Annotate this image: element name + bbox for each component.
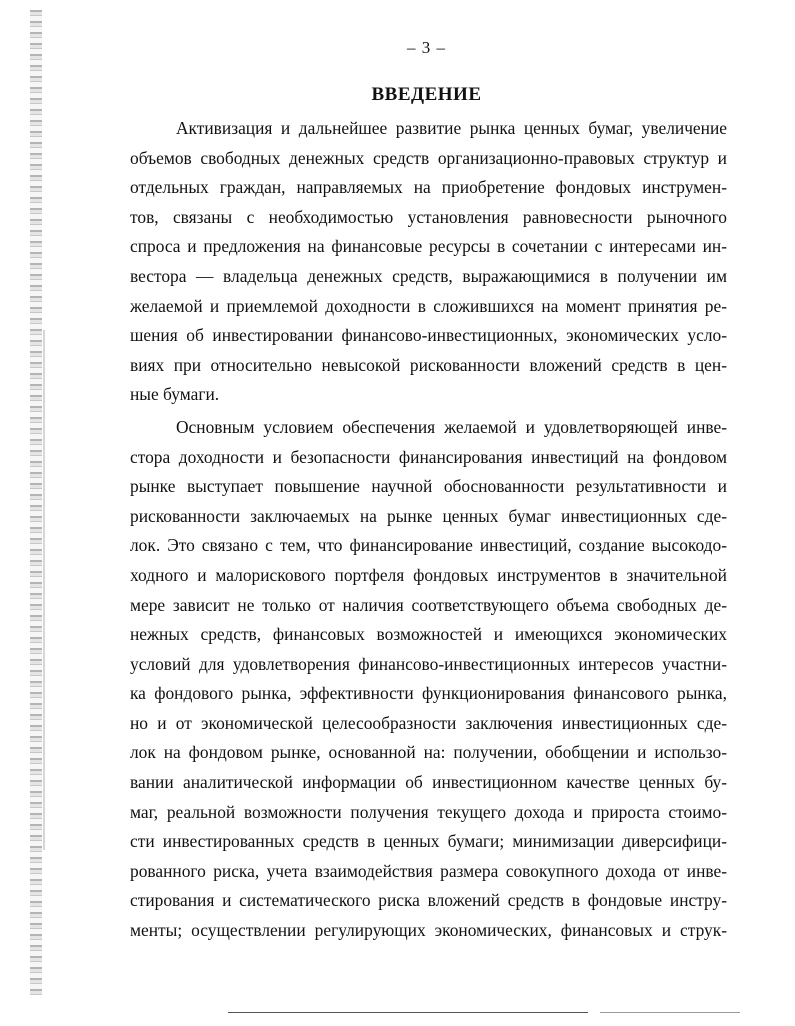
scan-edge-line	[43, 330, 45, 850]
paragraph-2-line: лок на фондовом рынке, основанной на: получении, обобщении и использо-	[130, 742, 727, 763]
paragraph-1-line: тов, связаны с необходимостью установления равновесности рыночного	[130, 206, 727, 227]
paragraph-1-line: ные бумаги.	[130, 384, 220, 405]
paragraph-1-line: виях при относительно невысокой рискованности вложений средств в цен-	[130, 354, 727, 375]
paragraph-1-line: Активизация и дальнейшее развитие рынка ценных бумаг, увеличение	[176, 118, 727, 138]
paragraph-1-line: желаемой и приемлемой доходности в сложившихся на момент принятия ре-	[130, 295, 727, 316]
paragraph-2-line: рынке выступает повышение научной обоснованности результативности и	[130, 476, 727, 497]
paragraph-1-line: шения об инвестировании финансово-инвестиционных, экономических усло-	[130, 325, 727, 346]
paragraph-2-line: ка фондового рынка, эффективности функционирования финансового рынка,	[130, 683, 727, 704]
paragraph-2-line: маг, реальной возможности получения текущего дохода и прироста стоимо-	[130, 801, 727, 822]
paragraph-2-line: ходного и малорискового портфеля фондовых инструментов в значительной	[130, 564, 727, 585]
page-title: ВВЕДЕНИЕ	[371, 84, 482, 105]
paragraph-2-line: мере зависит не только от наличия соответствующего объема свободных де-	[130, 594, 727, 615]
body-text	[130, 114, 727, 946]
page-number: – 3 –	[407, 38, 446, 57]
paragraph-2-line: сти инвестированных средств в ценных бумаги; минимизации диверсифици-	[130, 831, 727, 852]
paragraph-2-line: рованного риска, учета взаимодействия размера совокупного дохода от инве-	[130, 860, 727, 881]
paragraph-2-line: условий для удовлетворения финансово-инвестиционных интересов участни-	[130, 653, 727, 674]
bottom-rule-faint	[600, 1012, 740, 1013]
paragraph-2-line: вании аналитической информации об инвестиционном качестве ценных бу-	[130, 772, 727, 793]
paragraph-2-line: рискованности заключаемых на рынке ценных бумаг инвестиционных сде-	[130, 505, 727, 526]
paragraph-1-line: вестора — владельца денежных средств, выражающимися в получении им	[130, 265, 727, 286]
paragraph-2-line: лок. Это связано с тем, что финансирование инвестиций, создание высокодо-	[130, 535, 727, 556]
paragraph-1-line: объемов свободных денежных средств организационно-правовых структур и	[130, 147, 727, 168]
paragraph-2-line: стирования и систематического риска вложений средств в фондовые инстру-	[130, 890, 727, 911]
paragraph-2-line: нежных средств, финансовых возможностей и имеющихся экономических	[130, 624, 727, 645]
paragraph-2-line: менты; осуществлении регулирующих экономических, финансовых и струк-	[130, 920, 727, 941]
scan-edge-artifact	[30, 10, 42, 995]
paragraph-1-line: отдельных граждан, направляемых на приобретение фондовых инструмен-	[130, 177, 727, 198]
paragraph-2-line: но и от экономической целесообразности заключения инвестиционных сде-	[130, 712, 727, 733]
paragraph-2-line: Основным условием обеспечения желаемой и удовлетворяющей инве-	[176, 416, 727, 437]
paragraph-1-line: спроса и предложения на финансовые ресурсы в сочетании с интересами ин-	[130, 236, 727, 257]
bottom-rule	[228, 1012, 588, 1013]
paragraph-2-line: стора доходности и безопасности финансирования инвестиций на фондовом	[130, 446, 727, 467]
